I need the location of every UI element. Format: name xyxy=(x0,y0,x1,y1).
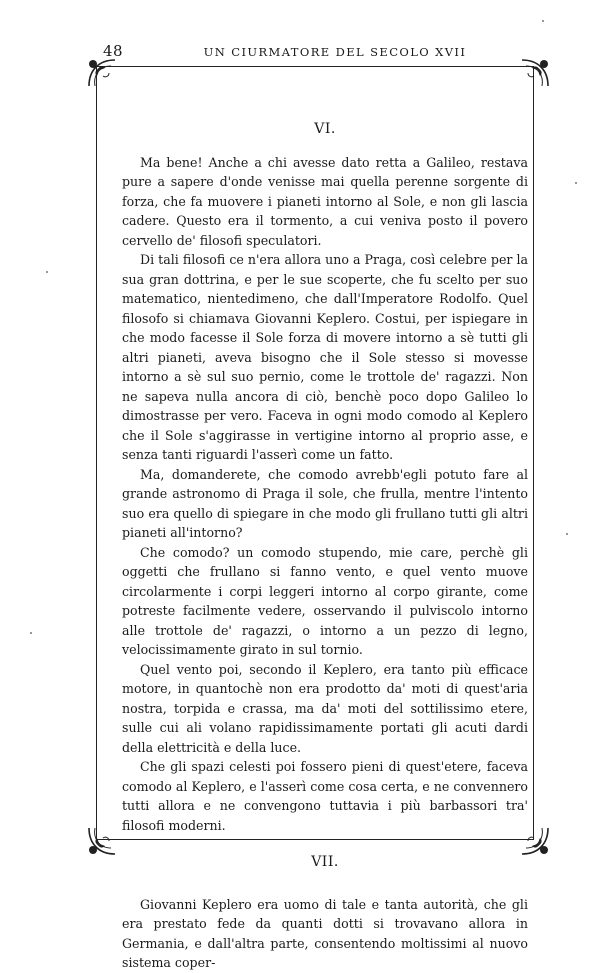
paper-speck xyxy=(30,632,32,634)
section-title-vi: VI. xyxy=(314,121,336,137)
paragraph: Che comodo? un comodo stupendo, mie care, perchè gli oggetti che frullano si fanno vento, e quel vento muove circolarmente i corpi leggeri intorno al corpo girante, come potreste facilmente vedere, osservando il pulviscolo intorno alle trottole de' ragazzi, o intorno a un pezzo di legno, velocissimamente girato in sul tornio. xyxy=(122,544,528,657)
paragraph: Ma bene! Anche a chi avesse dato retta a Galileo, restava pure a sapere d'onde venisse mai quella perenne sorgente di forza, che fa muovere i pianeti intorno al Sole, e non gli lascia cadere. Questo era il tormento, a cui veniva posto il povero cervello de' filosofi speculatori. xyxy=(122,154,528,248)
page-body xyxy=(122,120,528,973)
paper-speck xyxy=(566,533,568,535)
paragraph: Che gli spazi celesti poi fossero pieni di quest'etere, faceva comodo al Keplero, e l'asserì come cosa certa, e ne convennero tutti allora e ne convengono tuttavia i più barbassori tra' filosofi moderni. xyxy=(122,759,528,833)
paragraph: Di tali filosofi ce n'era allora uno a Praga, così celebre per la sua gran dottrina, e per le sue scoperte, che fu scelto per suo matematico, nientedimeno, che dall'Imperatore Rodolfo. Quel filosofo si chiamava Giovanni Keplero. Costui, per ispiegare in che modo facesse il Sole forza di movere intorno a sè tutti gli altri pianeti, aveva bisogno che il Sole stesso si movesse intorno a sè sul suo pernio, come le trottole de' ragazzi. Non ne sapeva nulla ancora di ciò, benchè poco dopo Galileo lo dimostrasse per vero. Faceva in ogni modo comodo al Keplero che il Sole s'aggirasse in vertigine intorno al proprio asse, e senza tanti riguardi l'asserì come un fatto. xyxy=(122,252,528,462)
paragraph: Giovanni Keplero era uomo di tale e tanta autorità, che gli era prestato fede da quanti dotti si trovavano allora in Germania, e dall'altra parte, consentendo moltissimi al nuovo sistema coper- xyxy=(122,896,528,970)
paper-speck xyxy=(46,271,48,273)
corner-flourish-icon xyxy=(85,56,121,92)
corner-flourish-icon xyxy=(85,822,121,858)
running-title: UN CIURMATORE DEL SECOLO XVII xyxy=(203,45,467,59)
paper-speck xyxy=(542,20,544,22)
page-number: 48 xyxy=(103,42,124,60)
section-title-vii: VII. xyxy=(311,854,339,870)
paper-speck xyxy=(575,182,577,184)
corner-flourish-icon xyxy=(516,56,552,92)
paragraph: Quel vento poi, secondo il Keplero, era tanto più efficace motore, in quantochè non era prodotto da' moti di quest'aria nostra, torpida e crassa, ma da' moti del sottilissimo etere, sulle cui ali volano rapidissimamente portati gli acuti dardi della elettricità e della luce. xyxy=(122,661,528,755)
paragraph: Ma, domanderete, che comodo avrebb'egli potuto fare al grande astronomo di Praga il sole, che frulla, mentre l'intento suo era quello di spiegare in che modo gli frullano tutti gli altri pianeti all'intorno? xyxy=(122,466,528,540)
